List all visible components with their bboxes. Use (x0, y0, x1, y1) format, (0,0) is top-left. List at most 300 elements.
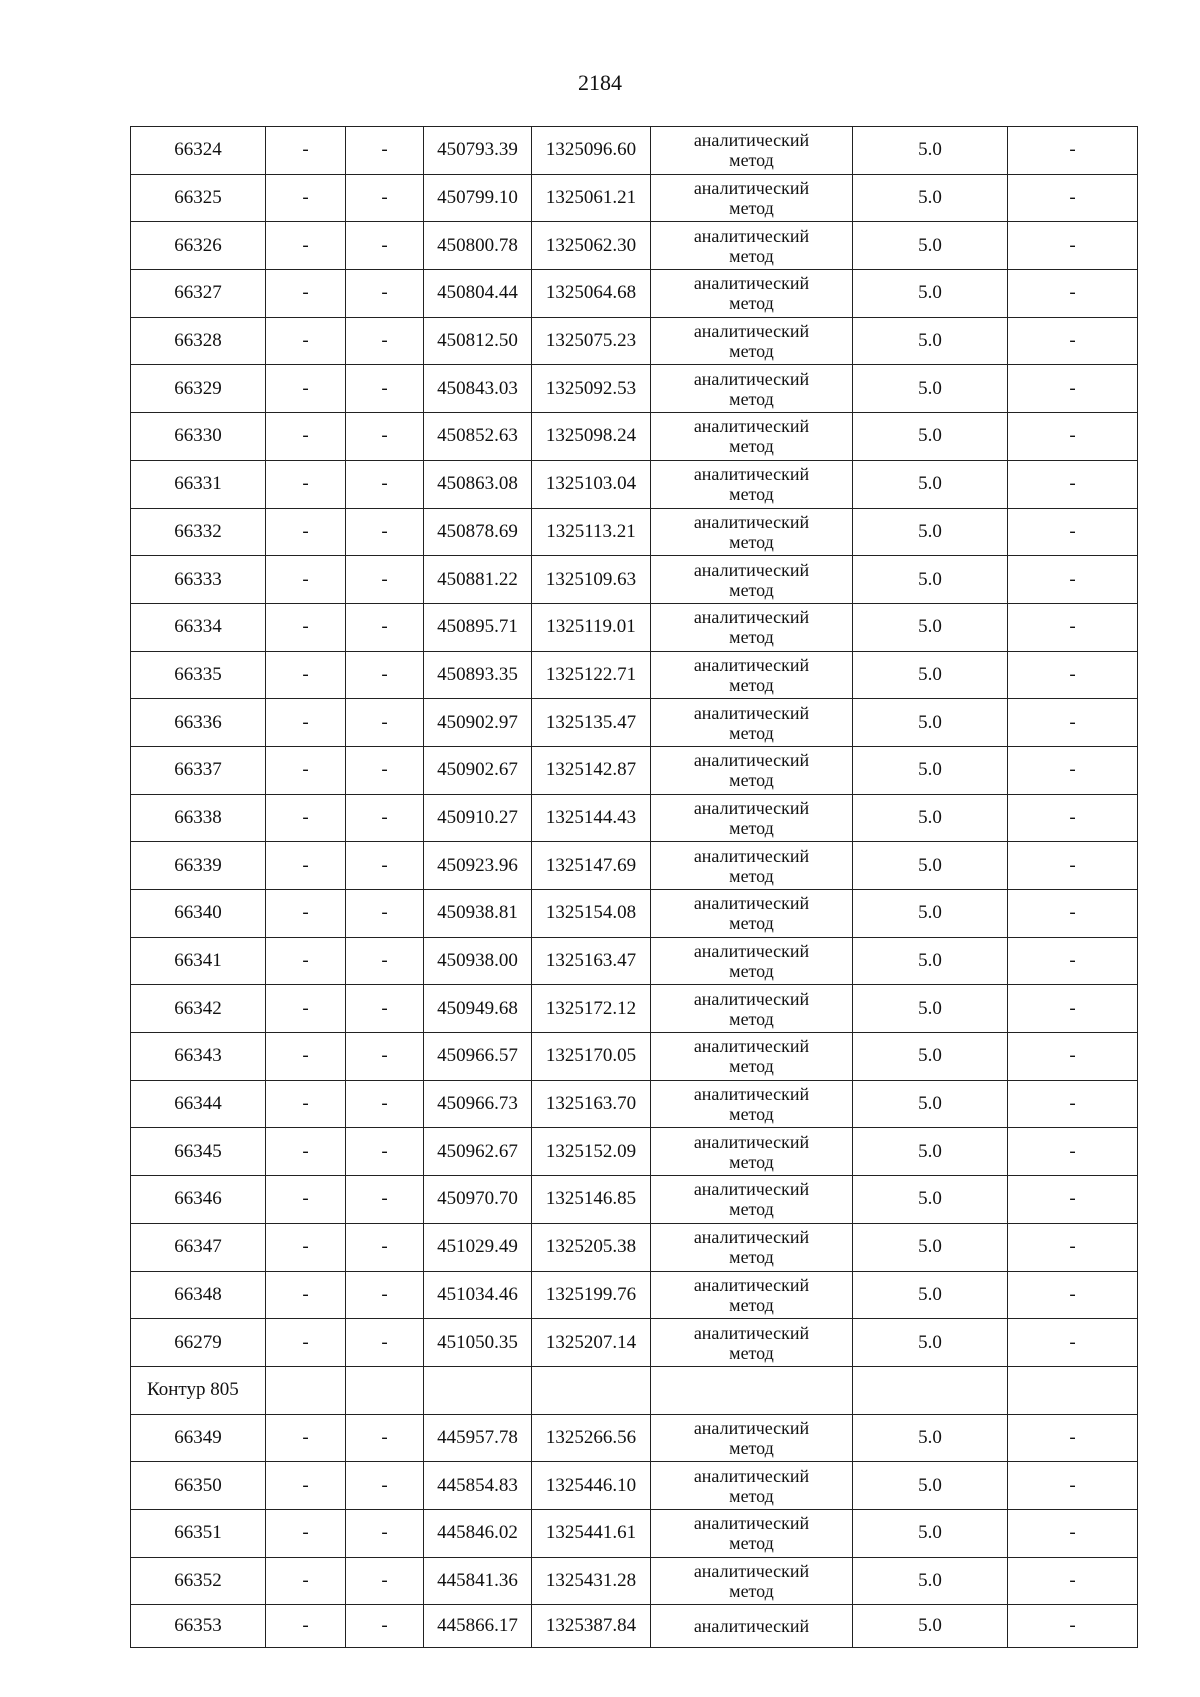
accuracy-cell: 5.0 (853, 1319, 1008, 1367)
dash-cell: - (346, 1605, 424, 1648)
dash-cell: - (266, 1605, 346, 1648)
method-cell (651, 1223, 853, 1271)
method-text-line: метод (729, 1247, 774, 1268)
dash-cell: - (1008, 1605, 1138, 1648)
dash-cell: - (346, 1128, 424, 1176)
accuracy-cell: 5.0 (853, 1223, 1008, 1271)
method-text-line: метод (729, 1294, 774, 1315)
dash-cell: - (346, 222, 424, 270)
y-coordinate-cell: 1325064.68 (532, 270, 651, 318)
dash-cell: - (266, 603, 346, 651)
method-text-line: метод (729, 1199, 774, 1220)
table-row (131, 365, 1138, 413)
table-row (131, 746, 1138, 794)
y-coordinate-cell: 1325144.43 (532, 794, 651, 842)
y-coordinate-cell: 1325075.23 (532, 317, 651, 365)
accuracy-cell: 5.0 (853, 937, 1008, 985)
accuracy-cell: 5.0 (853, 603, 1008, 651)
dash-cell: - (266, 1414, 346, 1462)
method-text-line: аналитический (693, 1036, 810, 1057)
point-id-cell: 66339 (131, 842, 266, 890)
dash-cell: - (346, 508, 424, 556)
dash-cell: - (346, 1080, 424, 1128)
dash-cell: - (1008, 794, 1138, 842)
y-coordinate-cell: 1325061.21 (532, 174, 651, 222)
y-coordinate-cell: 1325062.30 (532, 222, 651, 270)
table-row (131, 508, 1138, 556)
x-coordinate-cell: 450970.70 (424, 1176, 532, 1224)
y-coordinate-cell: 1325431.28 (532, 1557, 651, 1605)
dash-cell: - (346, 603, 424, 651)
accuracy-cell: 5.0 (853, 556, 1008, 604)
dash-cell: - (266, 1557, 346, 1605)
point-id-cell: 66349 (131, 1414, 266, 1462)
method-text-line: аналитический (693, 321, 810, 342)
dash-cell: - (266, 1176, 346, 1224)
x-coordinate-cell: 450902.67 (424, 746, 532, 794)
dash-cell: - (346, 460, 424, 508)
method-cell (651, 603, 853, 651)
point-id-cell: 66331 (131, 460, 266, 508)
x-coordinate-cell: 450910.27 (424, 794, 532, 842)
method-cell (651, 413, 853, 461)
y-coordinate-cell: 1325122.71 (532, 651, 651, 699)
method-text-line: аналитический (693, 750, 810, 771)
point-id-cell: 66338 (131, 794, 266, 842)
method-cell (651, 174, 853, 222)
table-row (131, 222, 1138, 270)
x-coordinate-cell: 451034.46 (424, 1271, 532, 1319)
method-text-line: аналитический (693, 511, 810, 532)
method-cell (651, 794, 853, 842)
dash-cell: - (346, 317, 424, 365)
point-id-cell: 66336 (131, 699, 266, 747)
accuracy-cell: 5.0 (853, 222, 1008, 270)
dash-cell: - (346, 556, 424, 604)
method-text-line: метод (729, 1580, 774, 1601)
dash-cell: - (346, 1319, 424, 1367)
y-coordinate-cell: 1325266.56 (532, 1414, 651, 1462)
dash-cell: - (346, 1557, 424, 1605)
y-coordinate-cell: 1325109.63 (532, 556, 651, 604)
method-cell (651, 1271, 853, 1319)
method-text-line: метод (729, 198, 774, 219)
method-cell (651, 985, 853, 1033)
point-id-cell: 66324 (131, 127, 266, 175)
method-text-line: метод (729, 1342, 774, 1363)
dash-cell: - (1008, 1128, 1138, 1176)
method-text-line: аналитический (693, 464, 810, 485)
table-row (131, 1271, 1138, 1319)
y-coordinate-cell: 1325170.05 (532, 1033, 651, 1081)
method-text-line: аналитический (693, 1274, 810, 1295)
dash-cell: - (346, 1462, 424, 1510)
method-text-line: метод (729, 388, 774, 409)
dash-cell: - (346, 1414, 424, 1462)
method-text-line: аналитический (693, 893, 810, 914)
accuracy-cell: 5.0 (853, 365, 1008, 413)
point-id-cell: 66344 (131, 1080, 266, 1128)
method-text-line: метод (729, 1056, 774, 1077)
method-text-line: аналитический (693, 1560, 810, 1581)
table-row (131, 1605, 1138, 1648)
accuracy-cell: 5.0 (853, 1605, 1008, 1648)
dash-cell: - (346, 174, 424, 222)
point-id-cell: 66350 (131, 1462, 266, 1510)
dash-cell: - (266, 1271, 346, 1319)
method-cell (651, 508, 853, 556)
dash-cell: - (1008, 1223, 1138, 1271)
y-coordinate-cell: 1325135.47 (532, 699, 651, 747)
dash-cell: - (1008, 1271, 1138, 1319)
dash-cell: - (266, 699, 346, 747)
method-cell (651, 1557, 853, 1605)
point-id-cell: 66332 (131, 508, 266, 556)
dash-cell: - (346, 127, 424, 175)
dash-cell: - (266, 413, 346, 461)
dash-cell: - (266, 508, 346, 556)
dash-cell: - (1008, 174, 1138, 222)
dash-cell: - (266, 937, 346, 985)
y-coordinate-cell: 1325199.76 (532, 1271, 651, 1319)
dash-cell: - (266, 127, 346, 175)
table-row (131, 1509, 1138, 1557)
method-text-line: аналитический (693, 368, 810, 389)
dash-cell: - (266, 1033, 346, 1081)
method-cell (651, 1176, 853, 1224)
y-coordinate-cell: 1325152.09 (532, 1128, 651, 1176)
method-text-line: метод (729, 484, 774, 505)
point-id-cell: 66352 (131, 1557, 266, 1605)
point-id-cell: 66334 (131, 603, 266, 651)
dash-cell: - (266, 651, 346, 699)
accuracy-cell: 5.0 (853, 174, 1008, 222)
dash-cell: - (346, 413, 424, 461)
dash-cell: - (266, 746, 346, 794)
dash-cell: - (1008, 1509, 1138, 1557)
x-coordinate-cell: 450923.96 (424, 842, 532, 890)
dash-cell: - (1008, 651, 1138, 699)
method-cell (651, 270, 853, 318)
table-row (131, 1414, 1138, 1462)
x-coordinate-cell: 450863.08 (424, 460, 532, 508)
table-row (131, 794, 1138, 842)
method-text-line: метод (729, 150, 774, 171)
table-row (131, 985, 1138, 1033)
table-row (131, 1319, 1138, 1367)
method-text-line: метод (729, 817, 774, 838)
method-text-line: аналитический (693, 559, 810, 580)
dash-cell: - (1008, 1414, 1138, 1462)
point-id-cell: 66329 (131, 365, 266, 413)
method-cell (651, 1080, 853, 1128)
y-coordinate-cell: 1325098.24 (532, 413, 651, 461)
table-row (131, 460, 1138, 508)
dash-cell: - (1008, 556, 1138, 604)
coordinates-table (130, 126, 1138, 1648)
y-coordinate-cell: 1325446.10 (532, 1462, 651, 1510)
accuracy-cell: 5.0 (853, 1080, 1008, 1128)
table-row (131, 651, 1138, 699)
y-coordinate-cell: 1325113.21 (532, 508, 651, 556)
empty-cell (532, 1366, 651, 1414)
method-cell (651, 1605, 853, 1648)
dash-cell: - (1008, 1319, 1138, 1367)
dash-cell: - (266, 222, 346, 270)
x-coordinate-cell: 445841.36 (424, 1557, 532, 1605)
method-text-line: аналитический (693, 1513, 810, 1534)
y-coordinate-cell: 1325096.60 (532, 127, 651, 175)
dash-cell: - (266, 1080, 346, 1128)
empty-cell (424, 1366, 532, 1414)
dash-cell: - (1008, 127, 1138, 175)
point-id-cell: 66353 (131, 1605, 266, 1648)
dash-cell: - (1008, 1557, 1138, 1605)
point-id-cell: 66346 (131, 1176, 266, 1224)
dash-cell: - (266, 1319, 346, 1367)
accuracy-cell: 5.0 (853, 651, 1008, 699)
accuracy-cell: 5.0 (853, 1128, 1008, 1176)
point-id-cell: 66328 (131, 317, 266, 365)
accuracy-cell: 5.0 (853, 699, 1008, 747)
x-coordinate-cell: 450878.69 (424, 508, 532, 556)
x-coordinate-cell: 450843.03 (424, 365, 532, 413)
dash-cell: - (266, 1128, 346, 1176)
x-coordinate-cell: 450804.44 (424, 270, 532, 318)
y-coordinate-cell: 1325103.04 (532, 460, 651, 508)
accuracy-cell: 5.0 (853, 508, 1008, 556)
dash-cell: - (1008, 890, 1138, 938)
method-cell (651, 556, 853, 604)
method-cell (651, 699, 853, 747)
dash-cell: - (346, 1271, 424, 1319)
method-text-line: аналитический (693, 702, 810, 723)
y-coordinate-cell: 1325119.01 (532, 603, 651, 651)
method-text-line: метод (729, 627, 774, 648)
method-text-line: аналитический (693, 607, 810, 628)
dash-cell: - (1008, 699, 1138, 747)
accuracy-cell: 5.0 (853, 270, 1008, 318)
x-coordinate-cell: 450938.00 (424, 937, 532, 985)
accuracy-cell: 5.0 (853, 127, 1008, 175)
dash-cell: - (266, 1223, 346, 1271)
y-coordinate-cell: 1325092.53 (532, 365, 651, 413)
x-coordinate-cell: 445846.02 (424, 1509, 532, 1557)
dash-cell: - (266, 556, 346, 604)
dash-cell: - (266, 174, 346, 222)
method-text-line: метод (729, 579, 774, 600)
dash-cell: - (346, 937, 424, 985)
method-text-line: аналитический (693, 654, 810, 675)
dash-cell: - (1008, 985, 1138, 1033)
method-text-line: аналитический (693, 1131, 810, 1152)
method-text-line: метод (729, 961, 774, 982)
method-text-line: метод (729, 293, 774, 314)
accuracy-cell: 5.0 (853, 413, 1008, 461)
empty-cell (346, 1366, 424, 1414)
accuracy-cell: 5.0 (853, 842, 1008, 890)
method-cell (651, 1462, 853, 1510)
method-cell (651, 746, 853, 794)
accuracy-cell: 5.0 (853, 794, 1008, 842)
point-id-cell: 66335 (131, 651, 266, 699)
method-text-line: аналитический (693, 1227, 810, 1248)
dash-cell: - (1008, 413, 1138, 461)
dash-cell: - (346, 985, 424, 1033)
table-row (131, 1033, 1138, 1081)
method-text-line: аналитический (693, 1084, 810, 1105)
point-id-cell: 66325 (131, 174, 266, 222)
accuracy-cell: 5.0 (853, 746, 1008, 794)
method-cell (651, 1128, 853, 1176)
dash-cell: - (346, 365, 424, 413)
table-row (131, 174, 1138, 222)
method-text-line: метод (729, 1533, 774, 1554)
point-id-cell: 66340 (131, 890, 266, 938)
empty-cell (853, 1366, 1008, 1414)
table-row (131, 413, 1138, 461)
method-cell (651, 222, 853, 270)
x-coordinate-cell: 450966.57 (424, 1033, 532, 1081)
point-id-cell: 66326 (131, 222, 266, 270)
table-row (131, 603, 1138, 651)
y-coordinate-cell: 1325205.38 (532, 1223, 651, 1271)
x-coordinate-cell: 450966.73 (424, 1080, 532, 1128)
dash-cell: - (1008, 508, 1138, 556)
table-row (131, 890, 1138, 938)
x-coordinate-cell: 450799.10 (424, 174, 532, 222)
table-row (131, 270, 1138, 318)
method-text-line: аналитический (693, 1179, 810, 1200)
x-coordinate-cell: 450852.63 (424, 413, 532, 461)
method-text-line: аналитический (693, 1465, 810, 1486)
point-id-cell: 66279 (131, 1319, 266, 1367)
dash-cell: - (346, 794, 424, 842)
x-coordinate-cell: 445866.17 (424, 1605, 532, 1648)
dash-cell: - (346, 746, 424, 794)
accuracy-cell: 5.0 (853, 317, 1008, 365)
x-coordinate-cell: 450893.35 (424, 651, 532, 699)
table-row (131, 127, 1138, 175)
accuracy-cell: 5.0 (853, 1557, 1008, 1605)
method-text-line: метод (729, 341, 774, 362)
x-coordinate-cell: 450949.68 (424, 985, 532, 1033)
point-id-cell: 66337 (131, 746, 266, 794)
method-text-line: аналитический (693, 225, 810, 246)
method-cell (651, 842, 853, 890)
method-text-line: метод (729, 913, 774, 934)
dash-cell: - (266, 317, 346, 365)
method-text-line: метод (729, 1008, 774, 1029)
x-coordinate-cell: 445854.83 (424, 1462, 532, 1510)
table-row (131, 1557, 1138, 1605)
y-coordinate-cell: 1325146.85 (532, 1176, 651, 1224)
accuracy-cell: 5.0 (853, 1462, 1008, 1510)
x-coordinate-cell: 450881.22 (424, 556, 532, 604)
method-cell (651, 937, 853, 985)
method-text-line: метод (729, 1437, 774, 1458)
dash-cell: - (266, 1509, 346, 1557)
dash-cell: - (1008, 1176, 1138, 1224)
x-coordinate-cell: 450895.71 (424, 603, 532, 651)
dash-cell: - (346, 651, 424, 699)
dash-cell: - (266, 890, 346, 938)
y-coordinate-cell: 1325147.69 (532, 842, 651, 890)
x-coordinate-cell: 450962.67 (424, 1128, 532, 1176)
method-cell (651, 1414, 853, 1462)
table-row (131, 556, 1138, 604)
dash-cell: - (266, 985, 346, 1033)
method-text-line: метод (729, 436, 774, 457)
method-cell (651, 127, 853, 175)
dash-cell: - (346, 890, 424, 938)
method-text-line: метод (729, 770, 774, 791)
method-text-line: аналитический (693, 1322, 810, 1343)
empty-cell (651, 1366, 853, 1414)
method-text-line: аналитический (693, 845, 810, 866)
y-coordinate-cell: 1325142.87 (532, 746, 651, 794)
method-cell (651, 1033, 853, 1081)
accuracy-cell: 5.0 (853, 890, 1008, 938)
dash-cell: - (346, 1509, 424, 1557)
dash-cell: - (266, 460, 346, 508)
method-text-line: метод (729, 722, 774, 743)
dash-cell: - (1008, 1033, 1138, 1081)
y-coordinate-cell: 1325163.47 (532, 937, 651, 985)
dash-cell: - (346, 1033, 424, 1081)
method-text-line: метод (729, 865, 774, 886)
dash-cell: - (1008, 222, 1138, 270)
method-cell (651, 651, 853, 699)
dash-cell: - (346, 842, 424, 890)
method-text-line: аналитический (693, 273, 810, 294)
dash-cell: - (346, 1176, 424, 1224)
method-cell (651, 460, 853, 508)
x-coordinate-cell: 450938.81 (424, 890, 532, 938)
dash-cell: - (266, 365, 346, 413)
method-text-line: аналитический (693, 178, 810, 199)
point-id-cell: 66330 (131, 413, 266, 461)
method-text-line: аналитический (693, 988, 810, 1009)
method-cell (651, 890, 853, 938)
method-text-line: метод (729, 1104, 774, 1125)
table-row (131, 1223, 1138, 1271)
dash-cell: - (1008, 365, 1138, 413)
point-id-cell: 66333 (131, 556, 266, 604)
y-coordinate-cell: 1325154.08 (532, 890, 651, 938)
y-coordinate-cell: 1325387.84 (532, 1605, 651, 1648)
accuracy-cell: 5.0 (853, 985, 1008, 1033)
accuracy-cell: 5.0 (853, 1414, 1008, 1462)
dash-cell: - (1008, 746, 1138, 794)
empty-cell (1008, 1366, 1138, 1414)
method-cell (651, 1319, 853, 1367)
y-coordinate-cell: 1325207.14 (532, 1319, 651, 1367)
dash-cell: - (266, 842, 346, 890)
method-text-line: метод (729, 1485, 774, 1506)
dash-cell: - (1008, 842, 1138, 890)
accuracy-cell: 5.0 (853, 460, 1008, 508)
method-text-line: аналитический (693, 941, 810, 962)
y-coordinate-cell: 1325441.61 (532, 1509, 651, 1557)
dash-cell: - (266, 794, 346, 842)
x-coordinate-cell: 451050.35 (424, 1319, 532, 1367)
section-row (131, 1366, 1138, 1414)
x-coordinate-cell: 450812.50 (424, 317, 532, 365)
point-id-cell: 66342 (131, 985, 266, 1033)
point-id-cell: 66345 (131, 1128, 266, 1176)
dash-cell: - (1008, 270, 1138, 318)
